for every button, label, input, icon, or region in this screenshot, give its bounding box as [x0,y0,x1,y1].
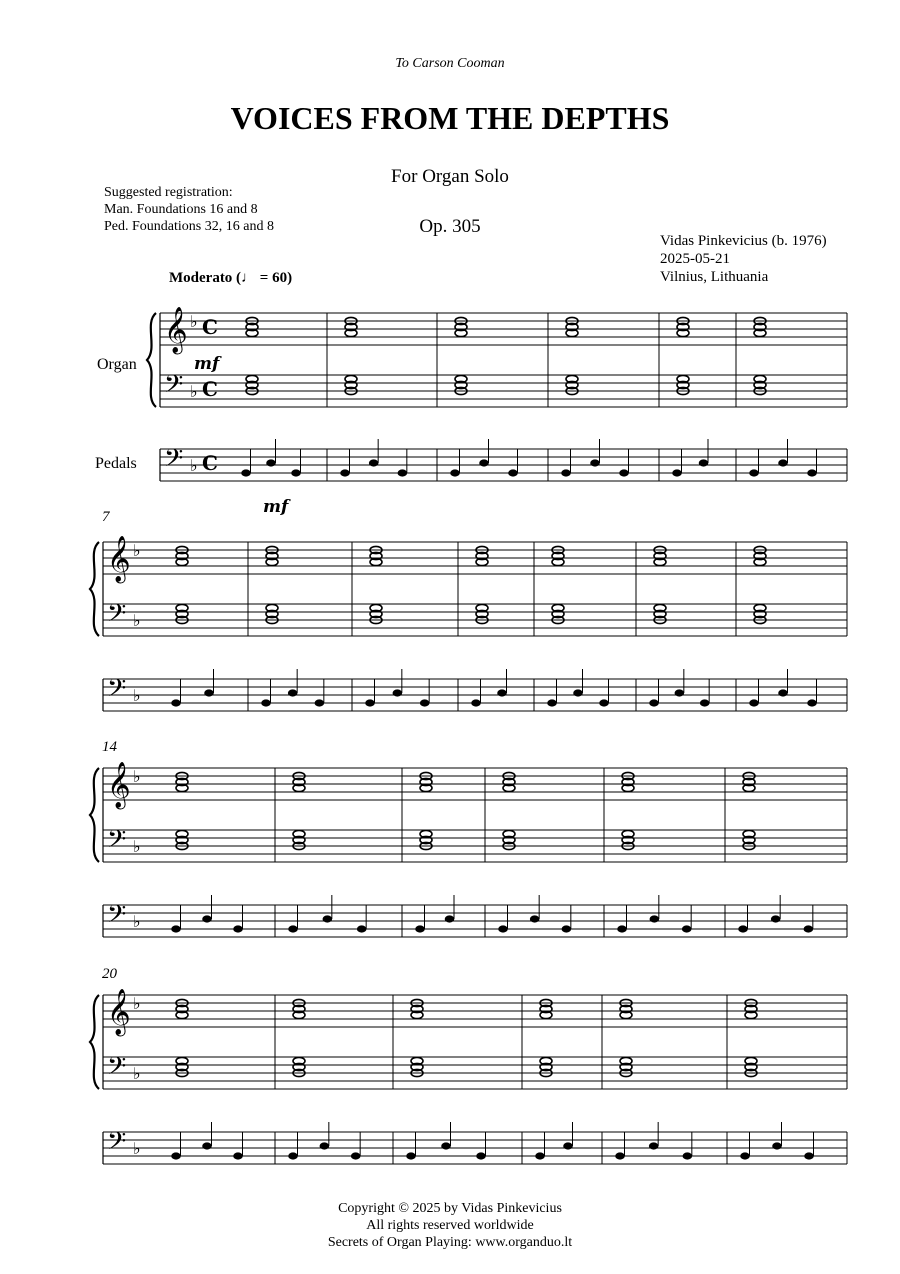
note-head [749,469,759,476]
treble-clef: 𝄞 [107,536,131,582]
treble-clef: 𝄞 [164,307,188,353]
composition-date: 2025-05-21 [660,251,730,267]
flat-sign: ♭ [133,611,141,630]
measure-number: 14 [102,739,117,755]
flat-sign: ♭ [190,382,198,401]
note-head [683,1152,693,1159]
bass-clef: 𝄢 [107,599,127,634]
note-head [807,469,817,476]
flat-sign: ♭ [133,1139,141,1158]
flat-sign: ♭ [190,312,198,331]
note-head [261,699,271,706]
dynamic-mark: mf [194,354,220,374]
copyright-footer [0,1200,900,1251]
note-head [171,1152,181,1159]
treble-clef: 𝄞 [107,762,131,808]
flat-sign: ♭ [133,1064,141,1083]
note-head [415,925,425,932]
note-head [807,699,817,706]
flat-sign: ♭ [190,456,198,475]
brace [90,768,99,862]
note-head [672,469,682,476]
flat-sign: ♭ [133,837,141,856]
note-head [393,689,403,696]
treble-clef: 𝄞 [107,989,131,1035]
note-head [406,1152,416,1159]
note-head [563,1142,573,1149]
time-signature: C [202,451,218,475]
flat-sign: ♭ [133,686,141,705]
bass-clef: 𝄢 [107,825,127,860]
opus-number: Op. 305 [419,216,481,237]
note-head [202,915,212,922]
organ-label: Organ [97,356,137,373]
bass-clef: 𝄢 [107,1127,127,1162]
flat-sign: ♭ [133,541,141,560]
note-head [615,1152,625,1159]
bass-clef: 𝄢 [107,674,127,709]
note-head [804,1152,814,1159]
note-head [498,925,508,932]
note-head [202,1142,212,1149]
note-head [291,469,301,476]
registration-line: Suggested registration: [104,185,233,200]
bass-clef: 𝄢 [107,1052,127,1087]
note-head [547,699,557,706]
note-head [450,469,460,476]
note-head [749,699,759,706]
website-line: Secrets of Organ Playing: www.organduo.lt [327,1235,573,1250]
note-head [740,1152,750,1159]
dynamic-mark: mf [263,497,289,517]
note-head [233,1152,243,1159]
note-head [441,1142,451,1149]
note-head [369,459,379,466]
note-head [535,1152,545,1159]
time-signature: C [202,315,218,339]
note-head [365,699,375,706]
measure-number: 7 [102,509,110,525]
pedals-label: Pedals [95,455,137,472]
note-head [351,1152,361,1159]
note-head [241,469,251,476]
note-head [562,925,572,932]
note-head [476,1152,486,1159]
note-head [771,915,781,922]
note-head [171,925,181,932]
note-head [699,459,709,466]
note-head [617,925,627,932]
note-head [288,1152,298,1159]
note-head [315,699,325,706]
note-head [288,689,298,696]
note-head [649,699,659,706]
note-head [398,469,408,476]
note-head [497,689,507,696]
note-head [650,915,660,922]
measure-number: 20 [102,966,117,982]
piece-title: VOICES FROM THE DEPTHS [230,100,670,136]
composer-name: Vidas Pinkevicius (b. 1976) [660,233,827,249]
note-head [530,915,540,922]
note-head [340,469,350,476]
note-head [778,689,788,696]
note-head [233,925,243,932]
note-head [323,915,333,922]
note-head [700,699,710,706]
note-head [471,699,481,706]
note-head [508,469,518,476]
time-signature: C [202,377,218,401]
flat-sign: ♭ [133,767,141,786]
note-head [561,469,571,476]
copyright-line: Copyright © 2025 by Vidas Pinkevicius [338,1201,562,1216]
note-head [590,459,600,466]
note-head [738,925,748,932]
bass-clef: 𝄢 [164,444,184,479]
note-head [649,1142,659,1149]
note-head [479,459,489,466]
note-head [682,925,692,932]
note-head [357,925,367,932]
flat-sign: ♭ [133,912,141,931]
rights-line: All rights reserved worldwide [366,1218,534,1233]
bass-clef: 𝄢 [107,900,127,935]
note-head [204,689,214,696]
note-head [573,689,583,696]
note-head [288,925,298,932]
tempo-marking: Moderato (♩ = 60) [169,270,293,286]
piece-subtitle: For Organ Solo [391,166,509,187]
note-head [772,1142,782,1149]
composition-place: Vilnius, Lithuania [660,269,769,285]
note-head [619,469,629,476]
note-head [675,689,685,696]
brace [90,995,99,1089]
note-head [420,699,430,706]
note-head [778,459,788,466]
note-head [599,699,609,706]
registration-line: Man. Foundations 16 and 8 [104,202,258,217]
note-head [445,915,455,922]
brace [90,542,99,636]
registration-line: Ped. Foundations 32, 16 and 8 [104,219,274,234]
flat-sign: ♭ [133,994,141,1013]
dedication: To Carson Cooman [395,56,505,71]
note-head [320,1142,330,1149]
bass-clef: 𝄢 [164,370,184,405]
note-head [171,699,181,706]
note-head [804,925,814,932]
brace [147,313,156,407]
note-head [266,459,276,466]
